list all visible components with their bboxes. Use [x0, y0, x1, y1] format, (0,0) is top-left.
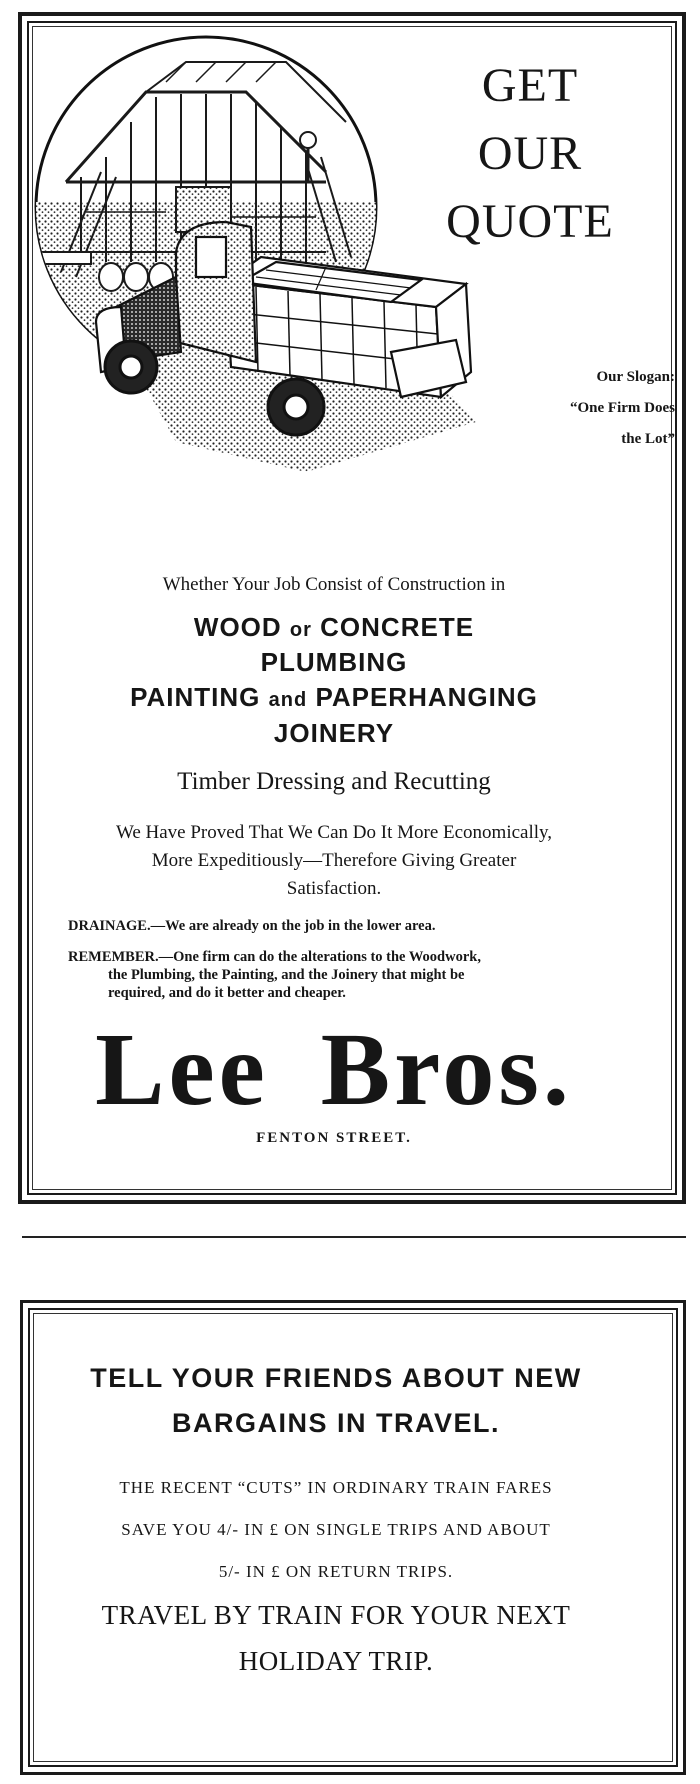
remember-line: the Plumbing, the Painting, and the Joinery that might be: [108, 967, 465, 983]
fare-cuts-line: THE RECENT “CUTS” IN ORDINARY TRAIN FARES: [119, 1478, 553, 1497]
heading-line: QUOTE: [446, 195, 614, 248]
service-word: CONCRETE: [320, 612, 475, 642]
proved-line: Satisfaction.: [286, 878, 382, 899]
brand-word: Lee: [95, 1012, 269, 1127]
slogan-line: the Lot”: [621, 431, 675, 447]
service-word: PAPERHANGING: [315, 682, 538, 712]
address: FENTON STREET.: [256, 1130, 412, 1146]
service-connector: and: [268, 689, 308, 711]
service-word: PAINTING: [130, 682, 261, 712]
heading-line: GET: [481, 59, 579, 112]
get-our-quote-heading: [430, 52, 630, 256]
column-separator-rule: [22, 1236, 686, 1238]
service-joinery: JOINERY: [273, 718, 395, 748]
proved-line: More Expeditiously—Therefore Giving Greater: [151, 850, 517, 871]
timber-line: Timber Dressing and Recutting: [177, 768, 491, 795]
service-wood-concrete: [30, 612, 638, 643]
travel-by-train-line: HOLIDAY TRIP.: [238, 1646, 434, 1676]
fare-cuts-line: SAVE YOU 4/- IN £ ON SINGLE TRIPS AND ABOUT: [121, 1520, 551, 1539]
heading-line: OUR: [477, 127, 583, 180]
service-connector: or: [289, 619, 312, 641]
travel-headline: BARGAINS IN TRAVEL.: [171, 1408, 500, 1438]
intro-text: Whether Your Job Consist of Construction in: [162, 574, 506, 595]
service-plumbing: PLUMBING: [260, 647, 408, 677]
remember-notice: [68, 948, 646, 1002]
slogan-line: “One Firm Does: [570, 400, 675, 416]
remember-line: required, and do it better and cheaper.: [108, 985, 346, 1001]
slogan: [500, 362, 675, 455]
service-painting-paperhanging: [30, 682, 638, 713]
lee-bros-brand: [30, 1010, 638, 1129]
proved-line: We Have Proved That We Can Do It More Economically,: [115, 822, 553, 843]
slogan-line: Our Slogan:: [596, 369, 675, 385]
fare-cuts-line: 5/- IN £ ON RETURN TRIPS.: [218, 1562, 454, 1581]
remember-line: REMEMBER.—One firm can do the alterations to the Woodwork,: [68, 949, 481, 965]
travel-headline: TELL YOUR FRIENDS ABOUT NEW: [90, 1363, 582, 1393]
service-word: WOOD: [193, 612, 282, 642]
travel-by-train-line: TRAVEL BY TRAIN FOR YOUR NEXT: [101, 1600, 571, 1630]
brand-word: Bros.: [320, 1012, 573, 1127]
drainage-notice: DRAINAGE.—We are already on the job in the lower area.: [68, 918, 436, 934]
